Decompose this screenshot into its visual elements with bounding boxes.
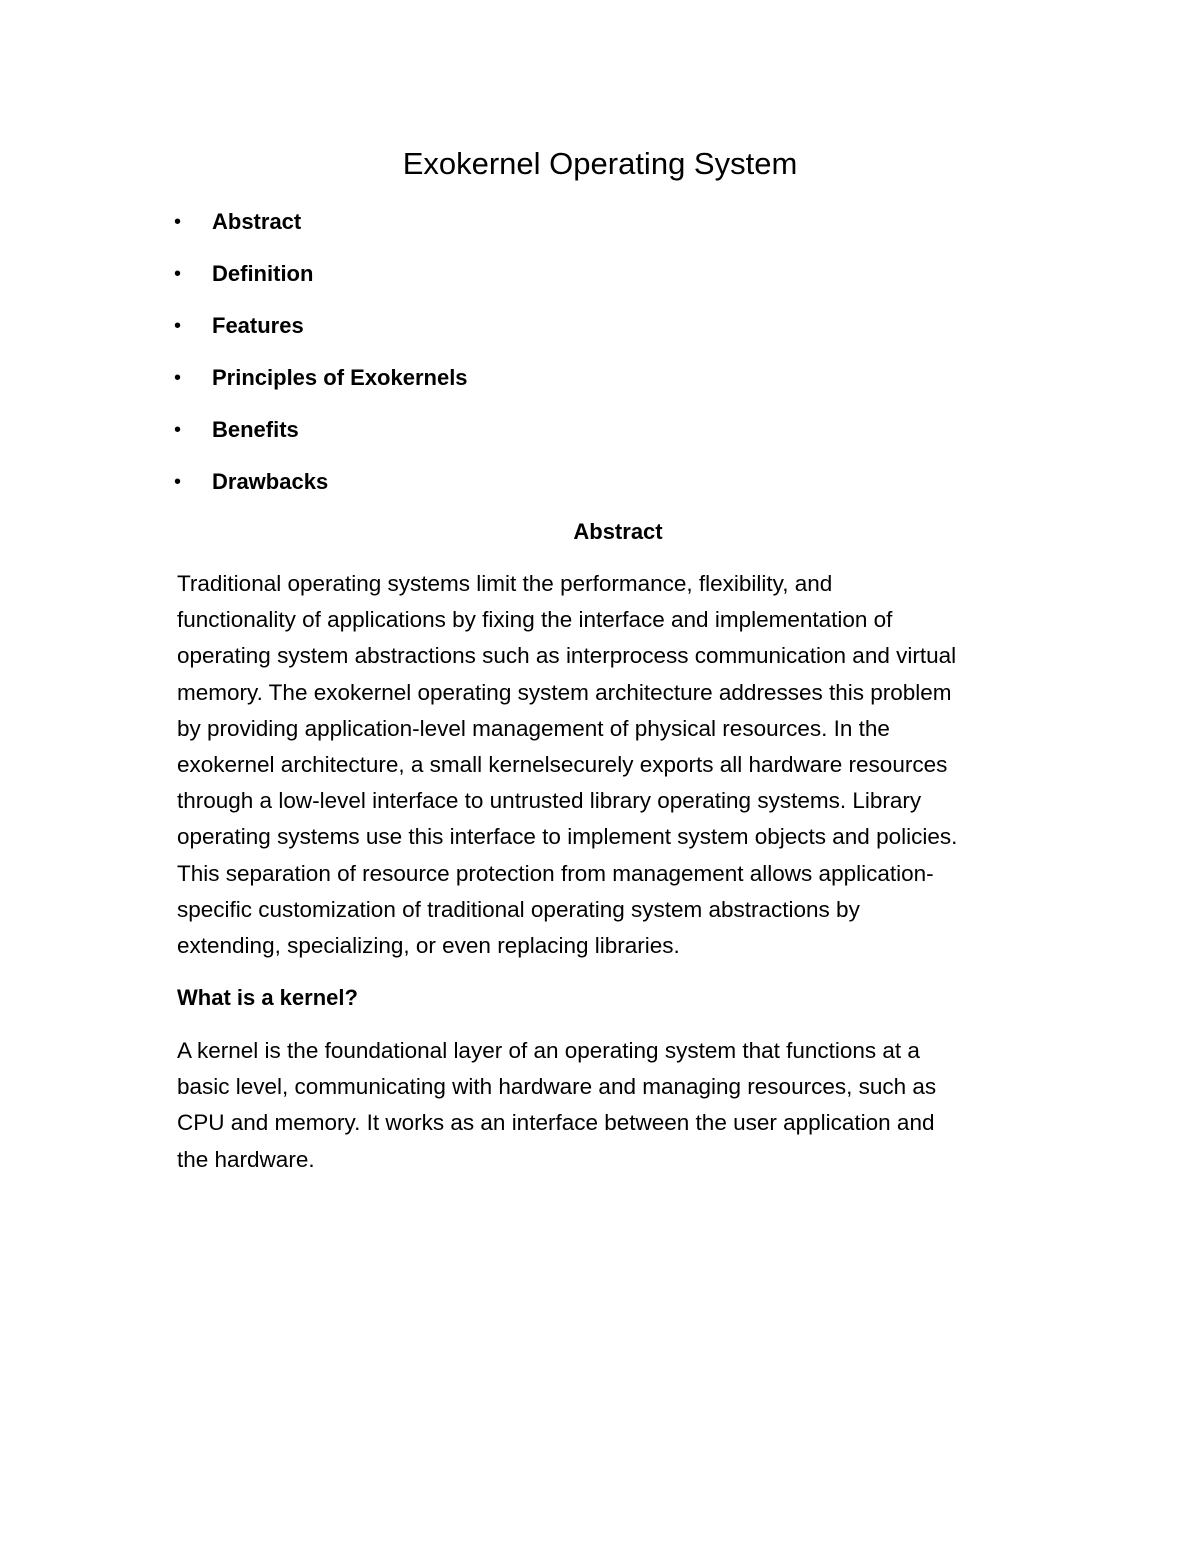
bullet-icon: • [174, 367, 182, 389]
abstract-paragraph [177, 566, 1057, 964]
toc-item-label: Definition [212, 261, 314, 286]
text-line: by providing application-level management of physical resources. In the [177, 715, 890, 741]
text-line: extending, specializing, or even replacing libraries. [177, 933, 680, 959]
toc-item-label: Principles of Exokernels [212, 365, 468, 390]
toc-item-drawbacks [172, 464, 468, 516]
text-line: CPU and memory. It works as an interface between the user application and [177, 1110, 935, 1136]
text-line: operating systems use this interface to implement system objects and policies. [177, 824, 958, 850]
bullet-icon: • [174, 471, 182, 493]
bullet-icon: • [174, 419, 182, 441]
text-line: the hardware. [177, 1146, 315, 1172]
kernel-paragraph [177, 1033, 1057, 1178]
bullet-icon: • [174, 263, 182, 285]
toc-item-principles [172, 360, 468, 412]
kernel-heading: What is a kernel? [177, 985, 358, 1010]
text-line: Traditional operating systems limit the performance, flexibility, and [177, 571, 833, 596]
text-line: specific customization of traditional operating system abstractions by [177, 896, 860, 922]
text-line: operating system abstractions such as interprocess communication and virtual [177, 643, 957, 669]
text-line: A kernel is the foundational layer of an operating system that functions at a [177, 1038, 920, 1063]
abstract-heading: Abstract [573, 519, 663, 544]
bullet-icon: • [174, 315, 182, 337]
text-line: basic level, communicating with hardware and managing resources, such as [177, 1074, 937, 1100]
text-line: through a low-level interface to untrusted library operating systems. Library [177, 788, 922, 814]
toc-item-label: Drawbacks [212, 469, 329, 494]
toc-item-label: Features [212, 313, 304, 338]
toc-item-label: Benefits [212, 417, 299, 442]
text-line: exokernel architecture, a small kernelsecurely exports all hardware resources [177, 752, 948, 778]
table-of-contents [172, 204, 468, 516]
toc-item-label: Abstract [212, 209, 302, 234]
text-line: memory. The exokernel operating system architecture addresses this problem [177, 679, 952, 705]
toc-item-definition [172, 256, 468, 308]
bullet-icon: • [174, 211, 182, 233]
document-title: Exokernel Operating System [402, 146, 798, 181]
text-line: This separation of resource protection from management allows application- [177, 860, 934, 886]
text-line: functionality of applications by fixing the interface and implementation of [177, 607, 893, 633]
toc-item-benefits [172, 412, 468, 464]
toc-item-features [172, 308, 468, 360]
toc-item-abstract [172, 204, 468, 256]
